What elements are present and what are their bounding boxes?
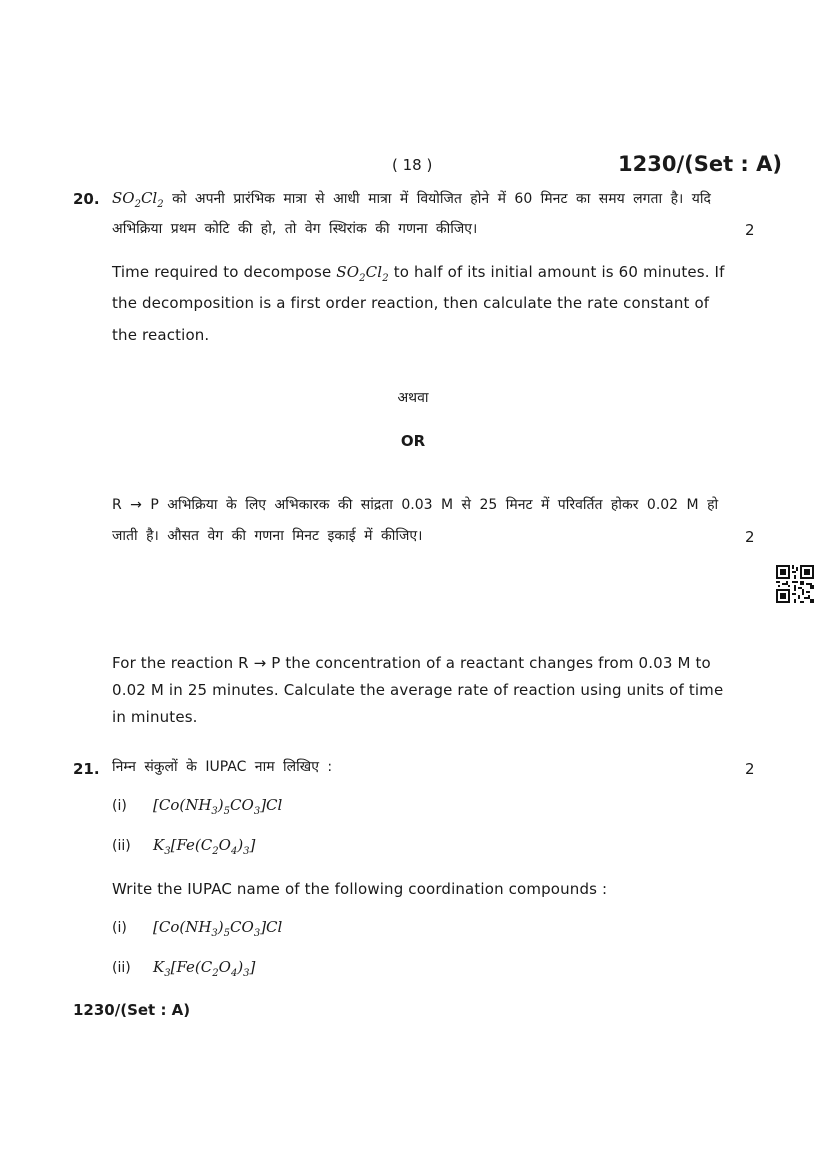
q20alt-english-line3: in minutes.	[112, 708, 198, 726]
q20-formula-english: $SO_2Cl_2$	[336, 263, 389, 284]
q20-english-part1: Time required to decompose	[112, 263, 332, 281]
question-number-21: 21.	[73, 760, 100, 778]
qr-code-icon	[776, 565, 814, 603]
q21-marks: 2	[745, 760, 755, 778]
q20-english-line3: the reaction.	[112, 326, 210, 344]
q21-english-item2-label: (ii)	[112, 960, 131, 976]
q20alt-hindi-line2: जाती है। औसत वेग की गणना मिनट इकाई में कीजिए।	[112, 528, 423, 544]
q21-english-item1-label: (i)	[112, 920, 127, 936]
page-number: ( 18 )	[392, 156, 433, 174]
q21-hindi-prompt: निम्न संकुलों के IUPAC नाम लिखिए :	[112, 759, 333, 775]
set-code-header: 1230/(Set : A)	[618, 152, 782, 176]
q20alt-marks: 2	[745, 528, 755, 546]
q20alt-hindi-line1: R → P अभिक्रिया के लिए अभिकारक की सांद्रता 0.03 M से 25 मिनट में परिवर्तित होकर 0.02 M हो	[112, 497, 719, 513]
question-number-20: 20.	[73, 190, 100, 208]
q20-hindi-text1: को अपनी प्रारंभिक मात्रा से आधी मात्रा में वियोजित होने में 60 मिनट का समय लगता है। यदि	[172, 191, 711, 207]
q21-english-item2-formula: $K_3[Fe(C_2O_4)_3]$	[153, 958, 256, 979]
q20-hindi-line2: अभिक्रिया प्रथम कोटि की हो, तो वेग स्थिरांक की गणना कीजिए।	[112, 221, 478, 237]
or-hindi: अथवा	[397, 390, 429, 406]
set-code-footer: 1230/(Set : A)	[73, 1001, 191, 1019]
q21-english-prompt: Write the IUPAC name of the following coordination compounds :	[112, 880, 608, 898]
q21-hindi-item1-label: (i)	[112, 798, 127, 814]
q21-hindi-item1-formula: $[Co(NH_3)_5CO_3]Cl$	[153, 796, 283, 817]
q21-english-item1-formula: $[Co(NH_3)_5CO_3]Cl$	[153, 918, 283, 939]
q20-english-line2: the decomposition is a first order reaction, then calculate the rate constant of	[112, 294, 710, 312]
q20-marks: 2	[745, 221, 755, 239]
q21-hindi-item2-formula: $K_3[Fe(C_2O_4)_3]$	[153, 836, 256, 857]
q20alt-english-line1: For the reaction R → P the concentration of a reactant changes from 0.03 M to	[112, 654, 711, 672]
q21-hindi-item2-label: (ii)	[112, 838, 131, 854]
q20alt-english-line2: 0.02 M in 25 minutes. Calculate the average rate of reaction using units of time	[112, 681, 724, 699]
q20-formula-hindi: $SO_2Cl_2$	[112, 189, 164, 210]
q20-english-part2: to half of its initial amount is 60 minutes. If	[393, 263, 725, 281]
or-english: OR	[400, 432, 426, 450]
